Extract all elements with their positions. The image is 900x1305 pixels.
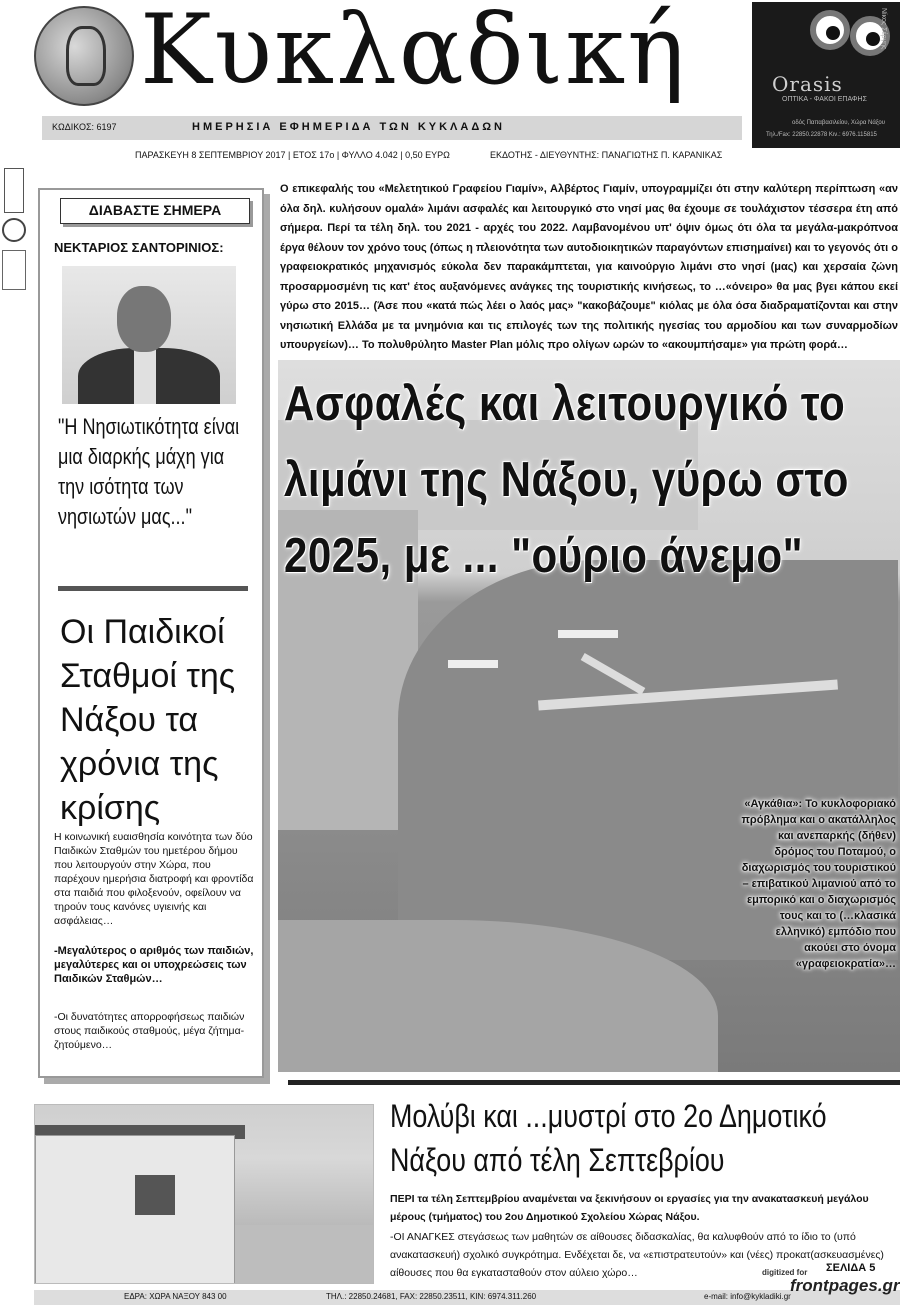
left-column (38, 188, 264, 1078)
nursery-headline[interactable]: Οι Παιδικοί Σταθμοί της Νάξου τα χρόνια της κρίσης (60, 613, 236, 827)
ad-address: οδός Παπαβασιλείου, Χώρα Νάξου (792, 120, 885, 126)
school-headline[interactable]: Μολύβι και ...μυστρί στο 2ο Δημοτικό Νάξου από τέλη Σεπτεβρίου (390, 1098, 827, 1178)
elta-logo-icon (4, 168, 24, 213)
nursery-body: Η κοινωνική ευαισθησία κοινότητα των δύο Παιδικών Σταθμών του ημετέρου δήμου που λειτουργούν στην Χώρα, που παρέχουν ημερήσια διατροφή και φροντίδα στα παιδιά που φιλοξενούν, οφείλουν να τηρούν τους κανόνες υγιεινής και ασφάλειας… (54, 831, 254, 927)
frontpages-watermark[interactable]: frontpages.gr (790, 1276, 900, 1295)
school-body: -ΟΙ ΑΝΑΓΚΕΣ στεγάσεως των μαθητών σε αίθουσες διδασκαλίας, θα καλυφθούν από το ίδιο το (υπό ανακατασκευή) σχολικό συγκρότημα. Ενδέχεται δε, να «επιστρατευτούν» και (νέες) προκατ(ασκευασμένες) αίθουσες που θα εγκατασταθούν στον αύλειο χώρο… (390, 1231, 884, 1279)
postage-logos (0, 168, 30, 298)
nursery-body-2: -Οι δυνατότητες απορροφήσεως παιδιών στους παιδικούς σταθμούς, μέγα ζήτημα-ζητούμενο… (54, 1011, 245, 1051)
digitized-label: digitized for (762, 1268, 808, 1277)
masthead-subtitle: ΗΜΕΡΗΣΙΑ ΕΦΗΜΕΡΙΔΑ ΤΩΝ ΚΥΚΛΑΔΩΝ (192, 121, 506, 133)
main-headline[interactable]: Ασφαλές και λειτουργικό το λιμάνι της Νάξου, γύρω στο 2025, με ... "ούριο άνεμο" (284, 377, 849, 583)
eye-icon (810, 10, 850, 50)
photo-shirt (134, 348, 156, 404)
photo-head (117, 286, 171, 352)
school-photo[interactable] (34, 1104, 374, 1284)
footer-address: ΕΔΡΑ: ΧΩΡΑ ΝΑΞΟΥ 843 00 (124, 1292, 227, 1301)
read-today-label: ΔΙΑΒΑΣΤΕ ΣΗΜΕΡΑ (60, 198, 250, 224)
amphora-icon (66, 26, 106, 86)
page-number[interactable]: ΣΕΛΙΔΑ 5 (826, 1262, 876, 1274)
ad-phone: Τηλ./Fax: 22850.22878 Κιν.: 6976.115815 (766, 132, 877, 138)
photo-boat (558, 630, 618, 638)
orasis-ad[interactable] (752, 2, 900, 148)
newspaper-title: Κυκλαδική (140, 0, 687, 106)
school-lead: ΠΕΡΙ τα τέλη Σεπτεμβρίου αναμένεται να ξεκινήσουν οι εργασίες για την ανακατασκευή μεγάλου μέρους (τμήματος) του 2ου Δημοτικού Σχολείου Χώρας Νάξου. (390, 1193, 869, 1223)
publisher-line: ΕΚΔΟΤΗΣ - ΔΙΕΥΘΥΝΤΗΣ: ΠΑΝΑΓΙΩΤΗΣ Π. ΚΑΡΑΝΙΚΑΣ (490, 150, 723, 160)
photo-caption: «Αγκάθια»: Το κυκλοφοριακό πρόβλημα και ο ακατάλληλος και ανεπαρκής (δήθεν) δρόμος του Ποταμού, ο διαχωρισμός του τουριστικού – επιβατικού λιμανιού από το εμπορικό και ο διαχωρισμός τους και το (…κλασικά ελληνικό) εμπόδιο που ακούει στο όνομα «γραφειοκρατία»… (741, 798, 896, 970)
person-photo[interactable] (62, 266, 236, 404)
ad-brand: Orasis (772, 72, 843, 96)
permit-icon (2, 250, 26, 290)
footer-phone: ΤΗΛ.: 22850.24681, FAX: 22850.23511, ΚΙΝ: 6974.311.260 (326, 1292, 537, 1301)
person-name: ΝΕΚΤΑΡΙΟΣ ΣΑΝΤΟΡΙΝΙΟΣ: (54, 240, 224, 255)
section-divider (288, 1080, 900, 1085)
photo-window (135, 1175, 175, 1215)
photo-boat (448, 660, 498, 668)
footer (34, 1290, 900, 1305)
masthead-bar (42, 116, 742, 140)
seal-icon (2, 218, 26, 242)
coin-logo (34, 6, 134, 106)
nursery-subhead: -Μεγαλύτερος ο αριθμός των παιδιών, μεγαλύτερες και οι υποχρεώσεις των Παιδικών Σταθμών… (54, 945, 254, 985)
issue-code: ΚΩΔΙΚΟΣ: 6197 (52, 122, 117, 132)
divider (58, 586, 248, 591)
quote-text[interactable]: "Η Νησιωτικότητα είναι μια διαρκής μάχη για την ισότητα των νησιωτών μας..." (58, 414, 240, 529)
photo-wall (235, 1225, 374, 1284)
date-line: ΠΑΡΑΣΚΕΥΗ 8 ΣΕΠΤΕΜΒΡΙΟΥ 2017 | ΕΤΟΣ 17ο | ΦΥΛΛΟ 4.042 | 0,50 ΕΥΡΩ (135, 150, 450, 160)
main-article-intro: Ο επικεφαλής του «Μελετητικού Γραφείου Γιαμίν», Αλβέρτος Γιαμίν, υπογραμμίζει ότι στην καλύτερη περίπτωση «αν όλα δηλ. κυλήσουν ομαλά» λιμάνι ασφαλές και λειτουργικό στο νησί μας θα έχουμε σε τουλάχιστον τέσσερα έτη από σήμερα. Περί τα τέλη δηλ. του 2021 - αρχές του 2022. Λαμβανομένου υπ' όψιν όμως ότι όλα τα μεγάλα-μακρόπνοα έργα θέλουν τον χρόνο τους (όπως η πλειονότητα των αυτοδιοικητικών παραγόντων επισημαίνει) και το γεγονός ότι ο γραφειοκρατικός μηχανισμός εύκολα δεν παρακάμπτεται, για καινούργιο λιμάνι στο νησί (μας) και χερσαία ζώνη προσαρμοσμένη τις κατ' έτος αυξανόμενες ανάγκες της τουριστικής κινήσεως, το …«όνειρο» θα μας βγει κάπου εκεί γύρω στο 2015… (Άσε που «κατά πώς λέει ο λαός μας» "κακοβάζουμε" κιόλας με όλα όσα διαδραματίζονται και στην νησιωτική Ελλάδα με τα μνημόνια και τις επιλογές των της πολιτικής ηγεσίας του αρμοδίου και των συναρμοδίων υπουργείων)… Το πολυθρύλητο Master Plan μόλις προ ολίγων ωρών το «ακουμπήσαμε» για πρώτη φορά… (280, 183, 898, 351)
footer-email[interactable]: e-mail: info@kykladiki.gr (704, 1292, 791, 1301)
ad-owner-name: Νίκος Σέργης (880, 8, 887, 50)
ad-tagline: ΟΠΤΙΚΑ - ΦΑΚΟΙ ΕΠΑΦΗΣ (782, 96, 867, 103)
